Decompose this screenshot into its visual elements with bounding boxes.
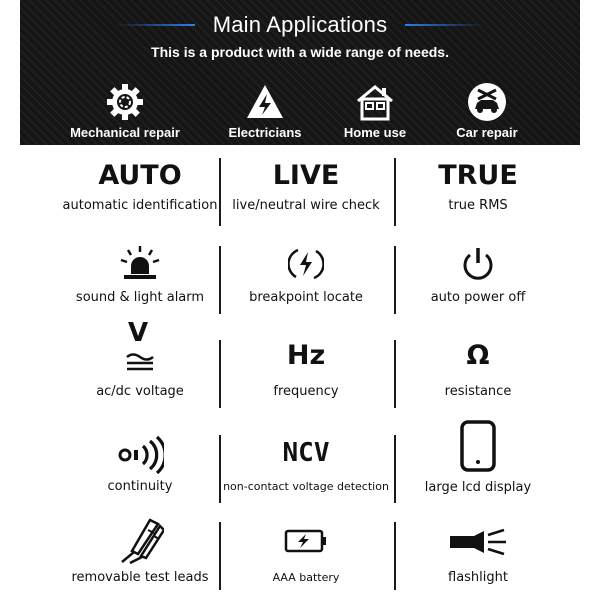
continuity-icon [116, 436, 164, 474]
feature-caption: live/neutral wire check [232, 198, 380, 213]
breakpoint-icon [288, 246, 324, 282]
feature-caption: ac/dc voltage [96, 384, 184, 399]
alarm-light-icon [118, 244, 162, 284]
page-subtitle: This is a product with a wide range of needs. [151, 44, 449, 60]
app-car-repair [422, 80, 552, 142]
app-label: Home use [343, 125, 407, 140]
feature-caption: continuity [107, 479, 173, 494]
feature-caption: automatic identification [62, 198, 218, 213]
feature-headline: Ω [466, 340, 490, 371]
app-home-use [310, 80, 440, 142]
app-label: Mechanical repair [70, 125, 180, 140]
voltage-symbol: V [127, 318, 149, 348]
feature-caption: non-contact voltage detection [223, 480, 389, 493]
header-banner [20, 0, 580, 145]
battery-icon [284, 528, 328, 554]
page-title: Main Applications [212, 12, 388, 37]
app-mechanical-repair [60, 80, 190, 142]
feature-caption: flashlight [448, 570, 508, 585]
app-label: Car repair [456, 125, 518, 140]
feature-caption: large lcd display [424, 480, 532, 495]
flashlight-icon [448, 526, 508, 558]
feature-headline: TRUE [438, 160, 518, 191]
feature-caption: true RMS [448, 198, 508, 213]
feature-caption: breakpoint locate [249, 290, 363, 305]
lightning-warning-icon [245, 82, 285, 122]
voltage-icon [124, 352, 156, 372]
gears-icon [105, 82, 145, 122]
title-row [20, 8, 580, 42]
feature-caption: sound & light alarm [75, 290, 205, 305]
feature-headline: AUTO [98, 160, 182, 191]
test-leads-icon [118, 518, 164, 564]
feature-caption: AAA battery [272, 571, 340, 584]
car-repair-icon [467, 82, 507, 122]
title-line-right [405, 24, 485, 26]
house-icon [355, 82, 395, 122]
feature-caption: removable test leads [71, 570, 209, 585]
feature-caption: auto power off [430, 290, 526, 305]
feature-caption: frequency [273, 384, 339, 399]
feature-headline: Hz [286, 340, 326, 371]
app-label: Electricians [228, 125, 302, 140]
feature-headline: LIVE [272, 160, 340, 191]
phone-display-icon [460, 420, 496, 472]
feature-headline: NCV [282, 438, 330, 468]
feature-caption: resistance [444, 384, 512, 399]
power-icon [461, 246, 495, 282]
title-line-left [115, 24, 195, 26]
